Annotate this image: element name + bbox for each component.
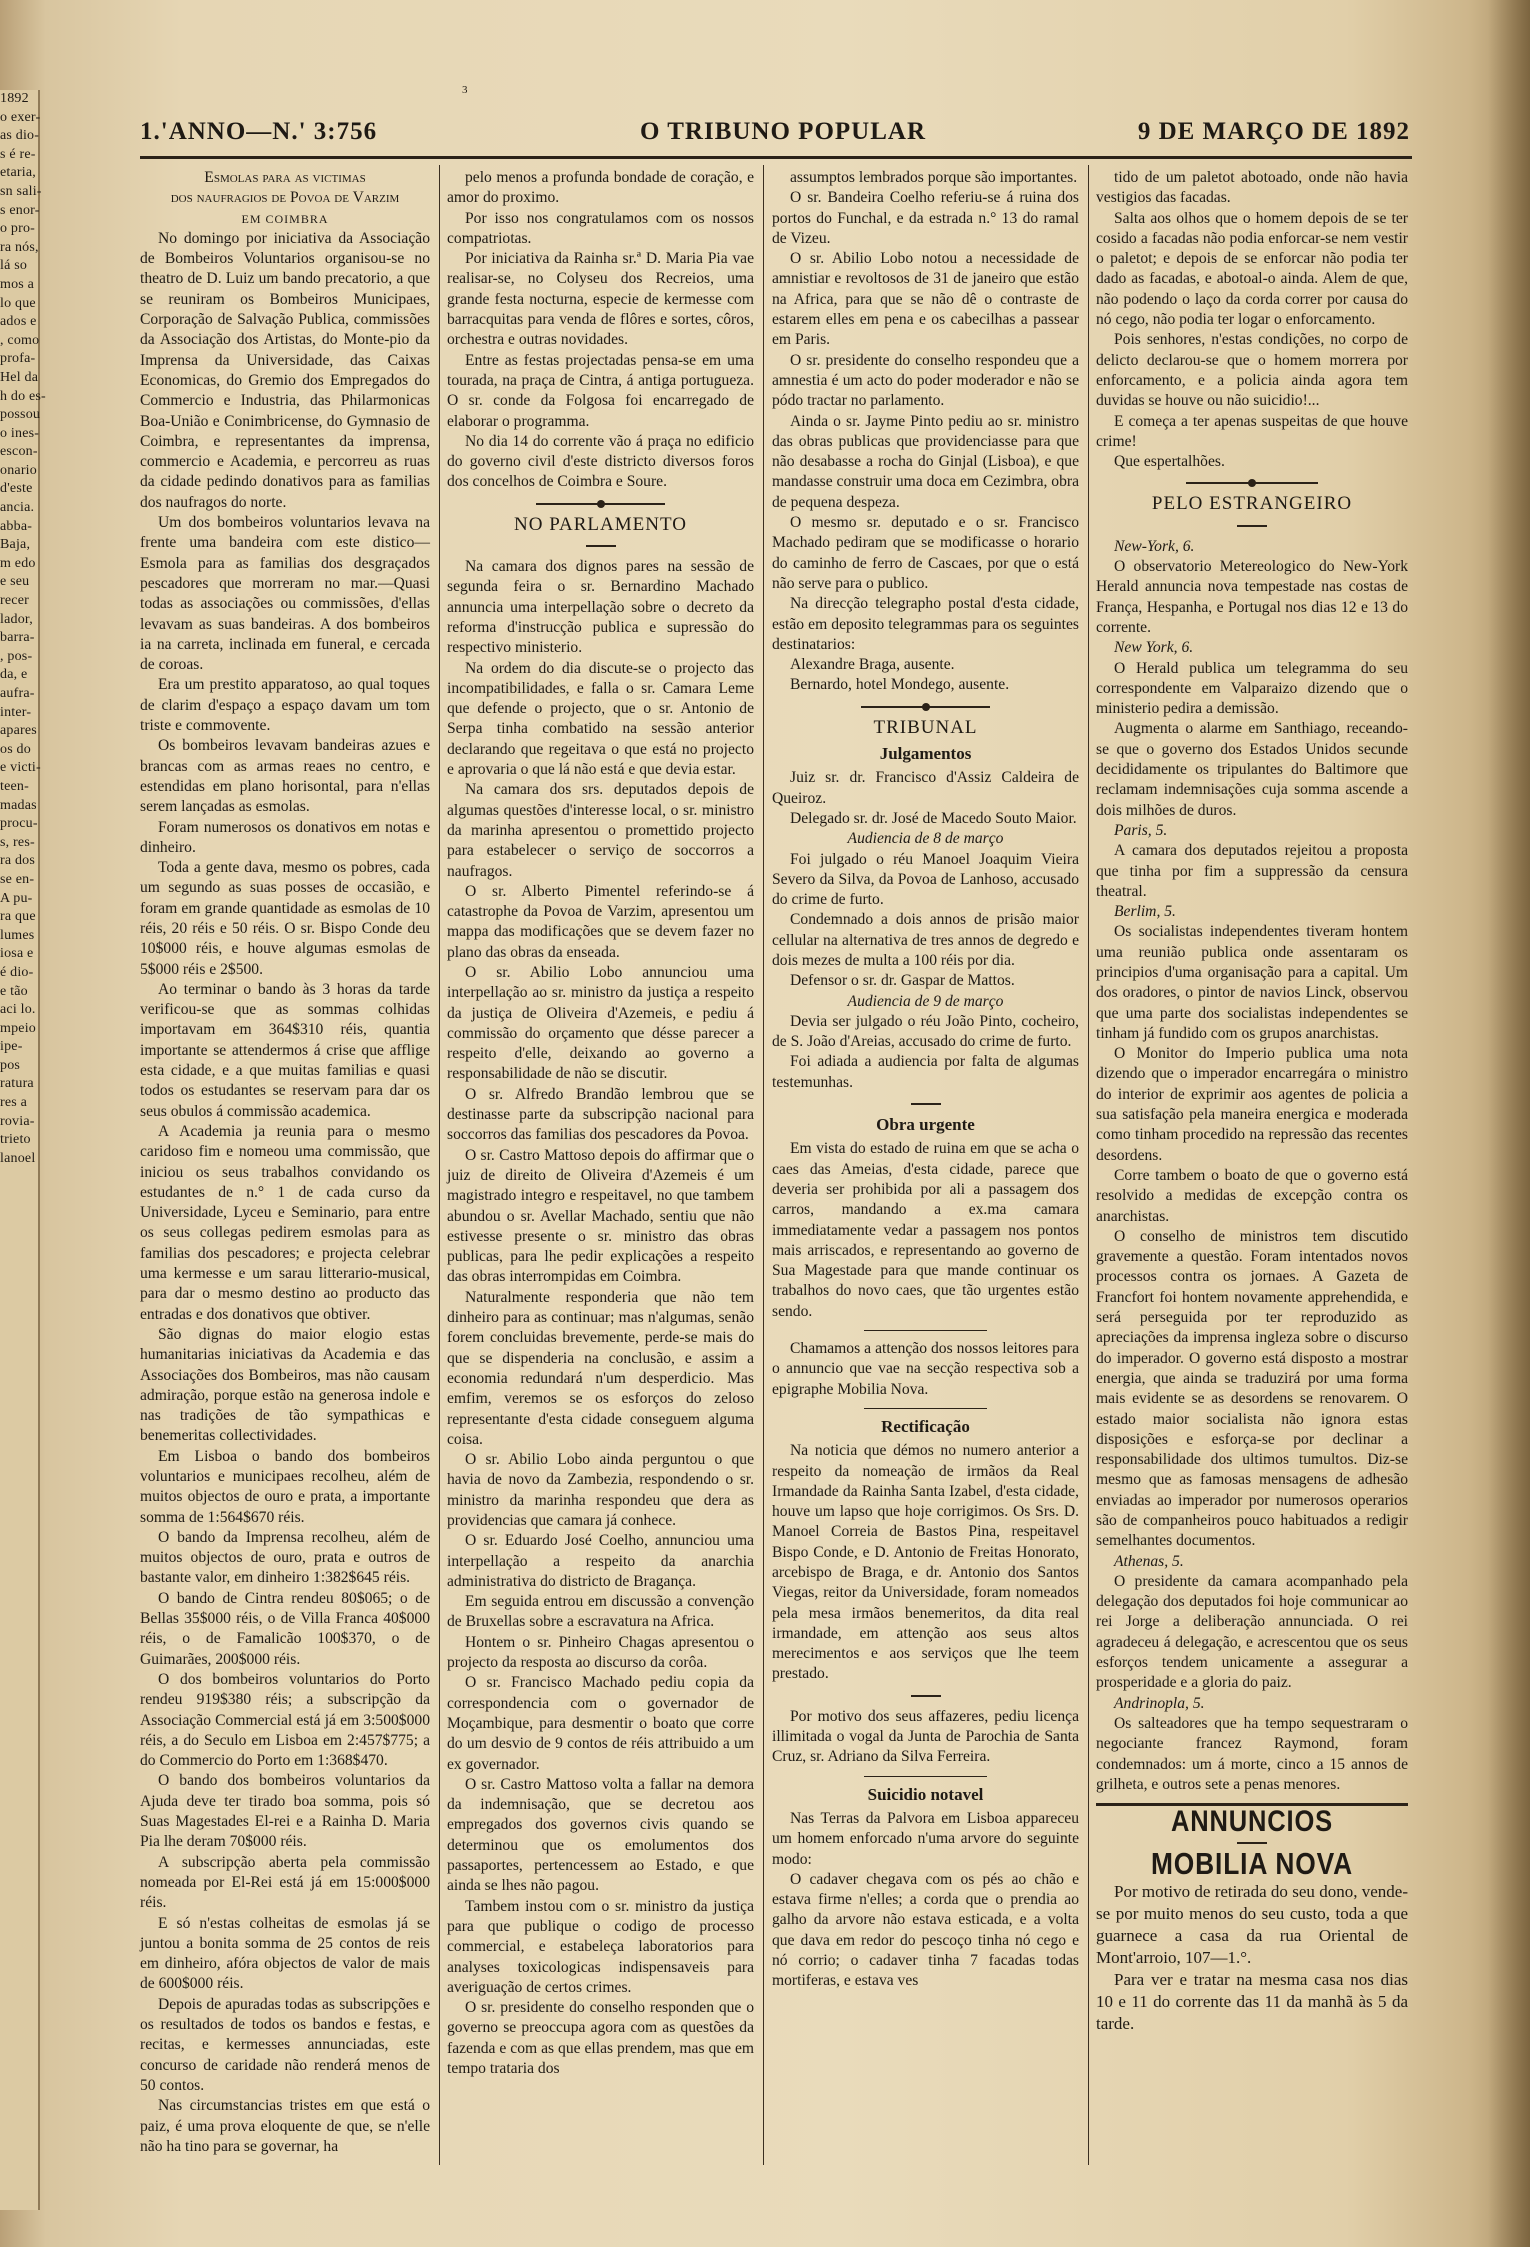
news-dateline: Andrinopla, 5. bbox=[1114, 1694, 1205, 1712]
paragraph: O bando de Cintra rendeu 80$065; o de Bellas 35$000 réis, o de Villa Franca 40$000 réis, o de Famalicão 100$370, o de Guimarães, 200$000 réis. bbox=[140, 1589, 430, 1668]
previous-page-fragment: e tão bbox=[0, 983, 28, 999]
paragraph: Por motivo de retirada do seu dono, vende-se por muito menos do seu custo, toda a que guarnece a casa da rua Oriental de Mont'arroio, 107—1.°. bbox=[1096, 1881, 1408, 1967]
paragraph: O sr. Bandeira Coelho referiu-se á ruina dos portos do Funchal, e da estrada n.° 13 do ramal de Vizeu. bbox=[772, 189, 1079, 247]
previous-page-fragment: ados e bbox=[0, 314, 37, 330]
column-2 bbox=[447, 168, 754, 2079]
previous-page-fragment: trieto bbox=[0, 1132, 31, 1148]
previous-page-fragment: lá so bbox=[0, 258, 28, 274]
news-item: A camara dos deputados rejeitou a proposta que tinha por fim a suppressão da censura theatral. bbox=[1096, 842, 1408, 900]
paragraph: Que espertalhões. bbox=[1114, 453, 1225, 471]
previous-page-fragment: ancia. bbox=[0, 500, 35, 516]
masthead-rule bbox=[140, 156, 1412, 159]
column-1 bbox=[140, 168, 430, 2157]
issue-date: 9 DE MARÇO DE 1892 bbox=[1137, 118, 1410, 145]
paragraph: Foi adiada a audiencia por falta de algumas testemunhas. bbox=[772, 1053, 1079, 1091]
paragraph: Ainda o sr. Jayme Pinto pediu ao sr. ministro das obras publicas que providenciasse para que não desabasse a rocha do Ginjal (Lisboa), e que mandasse construir uma doca em Cezimbra, obra de pequena despeza. bbox=[772, 412, 1080, 511]
previous-page-fragment: pos bbox=[0, 1057, 21, 1073]
paragraph: Em vista do estado de ruina em que se acha o caes das Ameias, d'esta cidade, parece que deveria ser prohibida por ali a passagem dos carros, mandando a ex.ma camara immediatamente vedar a passagem nos pontos mais arriscados, e representando ao governo de Sua Magestade para que mande continuar os trabalhos do novo caes, que tão urgentes estão sendo. bbox=[772, 1140, 1079, 1320]
paragraph: Em seguida entrou em discussão a convenção de Bruxellas sobre a escravatura na Africa. bbox=[447, 1593, 754, 1631]
paragraph: O sr. Alberto Pimentel referindo-se á catastrophe da Povoa de Varzim, apresentou um mappa das modificações que se devem fazer no plano das obras da enseada. bbox=[447, 882, 754, 961]
paragraph: A Academia ja reunia para o mesmo caridoso fim e nomeou uma commissão, que iniciou os seus trabalhos convidando os estudantes de n.° 1 de cada curso da Universidade, Lyceu e Seminario, para entre os seus collegas pedirem esmolas para as familias dos pescadores; e projecta celebrar uma kermesse e um sarau litterario-musical, para dar o mesmo destino ao producto das entradas e dos donativos que obtiver. bbox=[140, 1122, 430, 1323]
previous-page-fragment: 1892 bbox=[0, 91, 29, 106]
paragraph: O dos bombeiros voluntarios do Porto rendeu 919$380 réis; a subscripção da Associação Commercial está já em 3:500$000 réis, a do Seculo em Lisboa em 2:457$775; a do Commercio do Porto em 1:368$470. bbox=[140, 1670, 430, 1770]
paragraph: A subscripção aberta pela commissão nomeada por El-Rei está já em 15:000$000 réis. bbox=[140, 1853, 430, 1912]
masthead bbox=[140, 118, 1410, 154]
paragraph: Defensor o sr. dr. Gaspar de Mattos. bbox=[790, 972, 1015, 990]
news-item: Os socialistas independentes tiveram hontem uma reunião publica onde assentaram os principios d'uma organisação para a capital. Um dos oradores, o pintor de navios Linck, observou que uma parte dos socialistas independentes se tinham já fundido com os grupos anarchistas. bbox=[1096, 923, 1408, 1042]
previous-page-fragment: possou bbox=[0, 407, 41, 423]
article-title-obra: Obra urgente bbox=[876, 1115, 975, 1135]
paragraph: O bando dos bombeiros voluntarios da Ajuda deve ter tirado boa somma, pois só Suas Magestades El-rei e a Rainha D. Maria Pia lhe deram 70$000 réis. bbox=[140, 1772, 430, 1851]
audiencia-date: Audiencia de 9 de março bbox=[847, 992, 1004, 1010]
previous-page-fragment: h do es- bbox=[0, 388, 46, 404]
news-item: O Monitor do Imperio publica uma nota dizendo que o imperador encarregára o ministro do interior de exprimir aos agentes de policia a sua satisfação pela maneira energica e moderada como tinham procedido na repressão das recentes desordens. bbox=[1096, 1045, 1408, 1164]
previous-page-fragment: m edo bbox=[0, 555, 36, 571]
previous-page-fragment: ra que bbox=[0, 909, 36, 925]
previous-page-fragment: iosa e bbox=[0, 946, 34, 962]
previous-page-fragment: lador, bbox=[0, 611, 33, 627]
advertisement-box bbox=[1096, 1803, 1408, 2035]
notice-paragraph: Por motivo dos seus affazeres, pediu licença illimitada o vogal da Junta de Parochia de Santa Cruz, sr. Adriano da Silva Ferreira. bbox=[772, 1707, 1079, 1766]
paragraph: Os bombeiros levavam bandeiras azues e brancas com as armas reaes no centro, e estendidas em plano horisontal, para n'ellas serem lançadas as esmolas. bbox=[140, 737, 430, 816]
article-title-julgamentos: Julgamentos bbox=[879, 744, 972, 764]
paragraph: O sr. Castro Mattoso depois do affirmar que o juiz de direito de Oliveira d'Azemeis é um magistrado integro e respeitavel, no que tambem abundou o sr. Avellar Machado, sentiu que não estivesse presente o sr. ministro das obras publicas, para lhe pedir explicações a respeito das obras interrompidas em Coimbra. bbox=[447, 1146, 754, 1286]
previous-page-fragment: os do bbox=[0, 741, 31, 757]
previous-page-fragment: barra- bbox=[0, 630, 35, 646]
paragraph: O sr. Alfredo Brandão lembrou que se destinasse parte da subscripção nacional para soccorros das familias dos pescadores da Povoa. bbox=[447, 1085, 754, 1144]
news-dateline: New York, 6. bbox=[1114, 639, 1194, 657]
previous-page-fragment: e victi- bbox=[0, 760, 41, 776]
paragraph: Hontem o sr. Pinheiro Chagas apresentou o projecto da resposta ao discurso da corôa. bbox=[447, 1633, 754, 1672]
news-dateline: Athenas, 5. bbox=[1114, 1552, 1184, 1570]
paragraph: No domingo por iniciativa da Associação de Bombeiros Voluntarios organisou-se no theatro de D. Luiz um bando precatorio, a que se reuniram os Bombeiros Municipaes, Corporação de Salvação Publica, commissões da Associação dos Artistas, do Monte-pio da Imprensa da Universidade, das Caixas Economicas, do Gremio dos Empregados do Commercio e Industria, das Philarmonicas Boa-União e Conimbricense, do Gymnasio de Coimbra, e representantes da imprensa, commercio e Academia, e percorreu as ruas da cidade pedindo donativos para as familias dos naufragos do norte. bbox=[140, 229, 430, 511]
paragraph: E só n'estas colheitas de esmolas já se juntou a bonita somma de 25 contos de reis em dinheiro, afóra objectos de valor de mais de 600$000 réis. bbox=[140, 1914, 430, 1993]
julgamentos-intro bbox=[772, 768, 1079, 829]
paragraph: O sr. Abilio Lobo notou a necessidade de amnistiar e revoltosos de 31 de janeiro que estão na Africa, para que se não dê o contraste de estarem elles em pena e os cabecilhas a passear em Paris. bbox=[772, 250, 1079, 349]
paragraph: Para ver e tratar na mesma casa nos dias 10 e 11 do corrente das 11 da manhã às 5 da tarde. bbox=[1096, 1969, 1408, 2033]
previous-page-fragment: procu- bbox=[0, 816, 38, 832]
article-title-rectificacao: Rectificação bbox=[881, 1416, 970, 1436]
paragraph: O sr. Abilio Lobo ainda perguntou o que havia de novo da Zambezia, respondendo o sr. ministro da marinha respondeu que dera as providencias que camara já conhece. bbox=[447, 1451, 754, 1529]
news-item: Corre tambem o boato de que o governo está resolvido a medidas de excepção contra os anarchistas. bbox=[1096, 1166, 1408, 1225]
paragraph: Em Lisboa o bando dos bombeiros voluntarios e municipaes recolheu, além de muitos objectos de ouro e prata, a importante somma de 1:564$670 réis. bbox=[140, 1447, 430, 1526]
audiencia-8-body bbox=[772, 850, 1079, 992]
previous-page-fragment: s, res- bbox=[0, 834, 35, 850]
news-item: Augmenta o alarme em Santhiago, receando-se que o governo dos Estados Unidos secunde decididamente os tripulantes do Baltimore que reclamam indemnisações cuja somma ascende a dois milhões de duros. bbox=[1096, 720, 1408, 819]
article-body-continued bbox=[772, 168, 1079, 655]
divider bbox=[864, 1408, 987, 1409]
article-body-esmolas bbox=[140, 229, 430, 2157]
paragraph: No dia 14 do corrente vão á praça no edificio do governo civil d'este districto diversos foros dos concelhos de Coimbra e Soure. bbox=[447, 432, 754, 491]
paragraph: Salta aos olhos que o homem depois de se ter cosido a facadas não podia enforcar-se nem vestir o paletot; e depois de se enforcar não podia ter dado as facadas, e abotoal-o ainda. Alem de que, não podendo o laço da corda correr por causa do nó cego, não podia ter logar o enforcamento. bbox=[1096, 209, 1408, 329]
news-item: O observatorio Metereologico do New-York Herald annuncia nova tempestade nas costas de França, Hespanha, e Portugal nos dias 12 e 13 do corrente. bbox=[1096, 558, 1408, 636]
paragraph: O sr. Francisco Machado pediu copia da correspondencia com o governador de Moçambique, para desmentir o boato que corre do um desvio de 9 contos de réis attribuido a um ex governador. bbox=[447, 1674, 754, 1773]
column-rule bbox=[763, 165, 764, 2165]
previous-page-fragment: s enor- bbox=[0, 202, 40, 218]
previous-page-fragment: e seu bbox=[0, 574, 30, 590]
paragraph: Era um prestito apparatoso, ao qual toques de clarim d'espaço a espaço davam um tom triste e commovente. bbox=[140, 676, 430, 735]
paragraph: O sr. presidente do conselho respondeu que a amnestia é um acto do poder moderador e não se pódo tractar no parlamento. bbox=[772, 351, 1079, 410]
paragraph: Condemnado a dois annos de prisão maior cellular na alternativa de tres annos de degredo e dois mezes de multa a 100 réis por dia. bbox=[772, 911, 1079, 969]
previous-page-fragment: A pu- bbox=[0, 890, 33, 906]
paragraph: Na direcção telegrapho postal d'esta cidade, estão em deposito telegrammas para os seguintes destinatarios: bbox=[772, 595, 1079, 653]
obra-urgente-body bbox=[772, 1139, 1079, 1322]
previous-page-fragment: se en- bbox=[0, 871, 35, 887]
previous-page-fragment: , como bbox=[0, 332, 40, 348]
column-3 bbox=[772, 168, 1079, 1992]
page-fold-shadow bbox=[1488, 0, 1530, 2247]
previous-page-fragment: ratura bbox=[0, 1076, 34, 1092]
previous-page-fragment: ra nós, bbox=[0, 239, 39, 255]
previous-page-fragment: o pro- bbox=[0, 221, 36, 237]
previous-page-fragment: madas bbox=[0, 797, 37, 813]
section-divider bbox=[911, 1103, 941, 1105]
paragraph: Na ordem do dia discute-se o projecto das incompatibilidades, e falla o sr. Camara Leme que defende o projecto, que o sr. Antonio de Serpa tinha combatido na sessão anterior declarando que regeitava o que está no projecto e aprovaria o que lá não está e que devia estar. bbox=[447, 659, 754, 779]
previous-page-fragment: da, e bbox=[0, 667, 28, 683]
paragraph: Depois de apuradas todas as subscripções e os resultados de todos os bandos e festas, e recitas, e kermesses annunciadas, este concurso de caridade não renderá menos de 50 contos. bbox=[140, 1995, 430, 2094]
article-body-parlamento bbox=[447, 557, 754, 2079]
paragraph: O sr. presidente do conselho responden que o governo se preoccupa agora com as questões da fazenda e com as que ellas prendem, mas que em tempo trataria dos bbox=[447, 1999, 754, 2078]
previous-page-fragment: profa- bbox=[0, 351, 36, 367]
news-item: O conselho de ministros tem discutido gravemente a questão. Foram intentados novos processos contra os jornaes. A Gazeta de Francfort foi hontem novamente apprehendida, e será perseguida por ter reproduzido as apreciações da imprensa ingleza sobre o discurso do imperador. O governo está disposto a mostrar energia, que ainda se traduzirá por uma forma mais evidente se as desordens se renovarem. O estado maior socialista não ignora estas disposições e esforça-se por declinar a responsabilidade dos ultimos tumultos. Diz-se mesmo que as famosas mensagens de adhesão enviadas ao imperador por numerosos operarios são de companheiros pouco habituados a redigir semelhantes documentos. bbox=[1096, 1227, 1408, 1550]
previous-page-fragment: mpeio bbox=[0, 1020, 36, 1036]
divider bbox=[864, 1776, 987, 1777]
article-body-continued bbox=[447, 168, 754, 493]
paragraph: O cadaver chegava com os pés ao chão e estava firme n'elles; a corda que o prendia ao galho da arvore não estava esticada, e a volta que dava em redor do pescoço tinha nó cego e nó corrio; o cadaver tinha 7 facadas todas mortiferas, e estava ves bbox=[772, 1870, 1079, 1990]
section-title-estrangeiro: PELO ESTRANGEIRO bbox=[1151, 493, 1353, 515]
paragraph: Tambem instou com o sr. ministro da justiça para que publique o codigo de processo commercial, e estabeleça laboratorios para analyses toxicologicas indispensaveis para averiguação de certos crimes. bbox=[447, 1897, 754, 1996]
news-dateline: Paris, 5. bbox=[1114, 821, 1168, 839]
paragraph: Toda a gente dava, mesmo os pobres, cada um segundo as suas posses de occasião, e foram em grande quantidade as esmolas de 10 réis, 20 réis e 50 réis. O sr. Bispo Conde deu 10$000 réis, e houve algumas esmolas de 5$000 réis e 2$500. bbox=[140, 859, 430, 978]
telegram-addressees bbox=[772, 655, 1079, 696]
page-mark: 3 bbox=[462, 84, 468, 96]
previous-page-fragment: d'este bbox=[0, 481, 33, 497]
previous-page-fragment: lanoel bbox=[0, 1150, 36, 1166]
paragraph: O sr. Abilio Lobo annunciou uma interpellação ao sr. ministro da justiça a respeito da justiça de Oliveira d'Azemeis, e pediu á commissão do orçamento que désse parecer a respeito d'elle, deixando ao governo a responsabilidade de não se discutir. bbox=[447, 963, 754, 1083]
previous-page-fragment: o exer- bbox=[0, 109, 41, 125]
previous-page-edge bbox=[0, 90, 46, 2210]
column-4 bbox=[1096, 168, 1408, 2035]
previous-page-fragment: escon- bbox=[0, 444, 38, 460]
previous-page-fragment: lo que bbox=[0, 295, 36, 311]
previous-page-fragment: teen- bbox=[0, 778, 29, 794]
section-title-tribunal: TRIBUNAL bbox=[873, 716, 978, 738]
paragraph: Um dos bombeiros voluntarios levava na frente uma bandeira com este distico—Esmola para as familias dos desgraçados pescadores que morreram no mar.—Quasi todas as associações ou commissões, d'ellas levavam as suas bandeiras. A dos bombeiros ia na carreta, inclinada em funeral, e cercada de coroas. bbox=[140, 514, 430, 674]
paragraph: O mesmo sr. deputado e o sr. Francisco Machado pediram que se modificasse o horario do caminho de ferro de Cascaes, por que o está não serve para o publico. bbox=[772, 514, 1079, 592]
addressee: Bernardo, hotel Mondego, ausente. bbox=[790, 676, 1010, 694]
previous-page-fragment: ra dos bbox=[0, 853, 36, 869]
paragraph: Pois senhores, n'estas condições, no corpo de delicto declarou-se que o homem morrera por enforcamento, e a policia ainda agora tem duvidas se houve ou não suicidio!... bbox=[1096, 331, 1408, 410]
paragraph: Foi julgado o réu Manoel Joaquim Vieira Severo da Silva, da Povoa de Lanhoso, accusado do crime de furto. bbox=[772, 850, 1079, 909]
news-dateline: Berlim, 5. bbox=[1114, 903, 1176, 921]
divider bbox=[864, 1330, 987, 1331]
suicidio-body bbox=[772, 1809, 1079, 1992]
paragraph: Nas Terras da Palvora em Lisboa appareceu um homem enforcado n'uma arvore do seguinte modo: bbox=[772, 1809, 1079, 1868]
audiencia-date: Audiencia de 8 de março bbox=[847, 830, 1004, 848]
article-title: dos naufragios de Povoa de Varzim bbox=[170, 189, 400, 207]
annuncios-title: ANNUNCIOS bbox=[1170, 1805, 1334, 1839]
paragraph: Naturalmente responderia que não tem dinheiro para as continuar; mas n'algumas, senão forem concluidas brevemente, perde-se mais do que se dispenderia na conclusão, e assim a economia redundará n'um desperdicio. Mas emfim, veremos se os esforços do zeloso representante d'esta cidade conseguem alguma coisa. bbox=[447, 1288, 754, 1448]
paragraph: Na camara dos dignos pares na sessão de segunda feira o sr. Bernardino Machado annuncia uma interpellação sobre o decreto da reforma d'instrucção publica e supressão do respectivo ministerio. bbox=[447, 558, 754, 657]
article-subtitle: EM COIMBRA bbox=[241, 211, 329, 226]
audiencia-9-body bbox=[772, 1012, 1079, 1093]
paragraph: tido de um paletot abotoado, onde não havia vestigios das facadas. bbox=[1096, 169, 1408, 207]
previous-page-fragment: aufra- bbox=[0, 686, 35, 701]
section-divider bbox=[1237, 1842, 1267, 1844]
previous-page-fragment: onario bbox=[0, 462, 37, 478]
previous-page-fragment: , pos- bbox=[0, 648, 33, 664]
paragraph: Devia ser julgado o réu João Pinto, cocheiro, de S. João d'Areias, accusado do crime de furto. bbox=[772, 1012, 1079, 1051]
paragraph: O sr. Castro Mattoso volta a fallar na demora da indemnisação, que se decretou aos empregados dos governos civis quando se determinou que os emolumentos dos passaportes, pertencessem ao Estado, e que ainda se lhes não pagou. bbox=[447, 1775, 754, 1895]
section-divider bbox=[586, 545, 616, 547]
column-rule bbox=[1088, 165, 1089, 2165]
section-divider bbox=[861, 706, 990, 708]
paragraph: São dignas do maior elogio estas humanitarias iniciativas da Academia e das Associações dos Bombeiros, mas não causam admiração, porque estão na generosa indole e nas tradições de tão sympathicas e benemeritas collectividades. bbox=[140, 1325, 430, 1445]
previous-page-fragment: apares bbox=[0, 723, 37, 739]
paragraph: Foram numerosos os donativos em notas e dinheiro. bbox=[140, 818, 430, 856]
previous-page-fragment: é dio- bbox=[0, 964, 34, 980]
notice-paragraph: Chamamos a attenção dos nossos leitores para o annuncio que vae na secção respectiva sob a epigraphe Mobilia Nova. bbox=[772, 1340, 1079, 1398]
paragraph: Juiz sr. dr. Francisco d'Assiz Caldeira de Queiroz. bbox=[772, 769, 1079, 807]
news-item: O presidente da camara acompanhado pela delegação dos deputados foi hoje communicar ao rei Jorge a deliberação annunciada. O rei agradeceu á delegação, e acrescentou que os seus esforços tendem unicamente a assegurar a prosperidade e a gloria do paiz. bbox=[1096, 1572, 1408, 1692]
paragraph: Na camara dos srs. deputados depois de algumas questões d'interesse local, o sr. ministro da marinha apresentou o promettido projecto para estabelecer o serviço de soccorros a naufragos. bbox=[447, 781, 754, 880]
previous-page-fragment: Baja, bbox=[0, 537, 31, 553]
rectificacao-body bbox=[772, 1441, 1079, 1685]
previous-page-fragment: lumes bbox=[0, 927, 35, 943]
news-item: Os salteadores que ha tempo sequestraram o negociante francez Raymond, foram condemnados: um á morte, cinco a 15 annos de grilheta, e outros sete a penas menores. bbox=[1096, 1714, 1408, 1793]
advertisement-body bbox=[1096, 1881, 1408, 2035]
news-dateline: New-York, 6. bbox=[1114, 537, 1195, 555]
previous-page-fragment: aci lo. bbox=[0, 1002, 36, 1018]
paragraph: Por isso nos congratulamos com os nossos compatriotas. bbox=[447, 209, 754, 247]
addressee: Alexandre Braga, ausente. bbox=[790, 656, 955, 674]
previous-page-fragment: etaria, bbox=[0, 165, 36, 181]
section-divider bbox=[1237, 525, 1267, 527]
news-item: O Herald publica um telegramma do seu correspondente em Valparaizo dizendo que o ministerio pedira a demissão. bbox=[1096, 659, 1408, 718]
previous-page-fragment: rovia- bbox=[0, 1113, 35, 1129]
paragraph: Na noticia que démos no numero anterior a respeito da nomeação de irmãos da Real Irmandade da Rainha Santa Izabel, d'esta cidade, houve um lapso que hoje corrigimos. Os Srs. D. Manoel Correia de Bastos Pina, respeitavel Bispo Conde, e D. Antonio de Freitas Honorato, arcebispo de Braga, e dr. Antonio dos Santos Viegas, reitor da Universidade, foram nomeados pela mesa irmãos benemeritos, da dita real irmandade, em attenção aos seus altos merecimentos e aos serviços que lhe teem prestado. bbox=[772, 1442, 1079, 1683]
issue-number: 1.'ANNO—N.' 3:756 bbox=[140, 118, 378, 145]
paragraph: O sr. Eduardo José Coelho, annunciou uma interpellação a respeito da anarchia administrativa do districto de Bragança. bbox=[447, 1532, 754, 1590]
paragraph: assumptos lembrados porque são importantes. bbox=[790, 169, 1078, 186]
section-title-parlamento: NO PARLAMENTO bbox=[514, 513, 687, 535]
paragraph: Entre as festas projectadas pensa-se em uma tourada, na praça de Cintra, á antiga portugueza. O sr. conde da Folgosa foi encarregado de elaborar o programma. bbox=[447, 351, 754, 430]
paragraph: pelo menos a profunda bondade de coração, e amor do proximo. bbox=[447, 169, 754, 207]
foreign-news-list bbox=[1096, 537, 1408, 1795]
previous-page-fragment: ipe- bbox=[0, 1039, 23, 1055]
paragraph: O bando da Imprensa recolheu, além de muitos objectos de ouro, prata e outros de bastante valor, em dinheiro 1:382$645 réis. bbox=[140, 1528, 430, 1587]
previous-page-fragment: res a bbox=[0, 1095, 28, 1111]
previous-page-fragment: s é re- bbox=[0, 146, 36, 162]
previous-page-fragment: o ines- bbox=[0, 425, 40, 441]
previous-page-fragment: recer bbox=[0, 593, 29, 609]
previous-page-fragment: sn sali- bbox=[0, 183, 42, 199]
paragraph: E começa a ter apenas suspeitas de que houve crime! bbox=[1096, 412, 1408, 450]
newspaper-title: O TRIBUNO POPULAR bbox=[640, 118, 927, 145]
article-body-continued bbox=[1096, 168, 1408, 472]
previous-page-fragment: abba- bbox=[0, 518, 33, 534]
mobilia-nova-title: MOBILIA NOVA bbox=[1151, 1846, 1353, 1882]
section-divider bbox=[536, 503, 665, 505]
previous-page-fragment: mos a bbox=[0, 276, 35, 292]
previous-page-fragment: as dio- bbox=[0, 128, 40, 144]
section-divider bbox=[911, 1695, 941, 1697]
article-title: Esmolas para as victimas bbox=[204, 169, 366, 186]
previous-page-fragment: inter- bbox=[0, 704, 32, 720]
article-title-suicidio: Suicidio notavel bbox=[867, 1784, 984, 1804]
paragraph: Por iniciativa da Rainha sr.ª D. Maria Pia vae realisar-se, no Colyseu dos Recreios, uma grande festa nocturna, especie de kermesse com barracquitas para venda de flôres e sortes, côros, orchestra e outras novidades. bbox=[447, 250, 754, 349]
previous-page-fragment: Hel da bbox=[0, 369, 39, 385]
paragraph: Delegado sr. dr. José de Macedo Souto Maior. bbox=[790, 809, 1077, 827]
column-rule bbox=[439, 165, 440, 2165]
paragraph: Ao terminar o bando às 3 horas da tarde verificou-se que as sommas colhidas importavam em 364$310 réis, quantia importante se attendermos á crise que afflige esta cidade, e a que muitas familias e quasi todos os estudantes se reservam para dar os seus obulos á commissão academica. bbox=[140, 980, 430, 1120]
section-divider bbox=[1186, 482, 1317, 484]
paragraph: Nas circumstancias tristes em que está o paiz, é uma prova eloquente de que, se n'elle não ha tino para se governar, ha bbox=[140, 2097, 430, 2155]
